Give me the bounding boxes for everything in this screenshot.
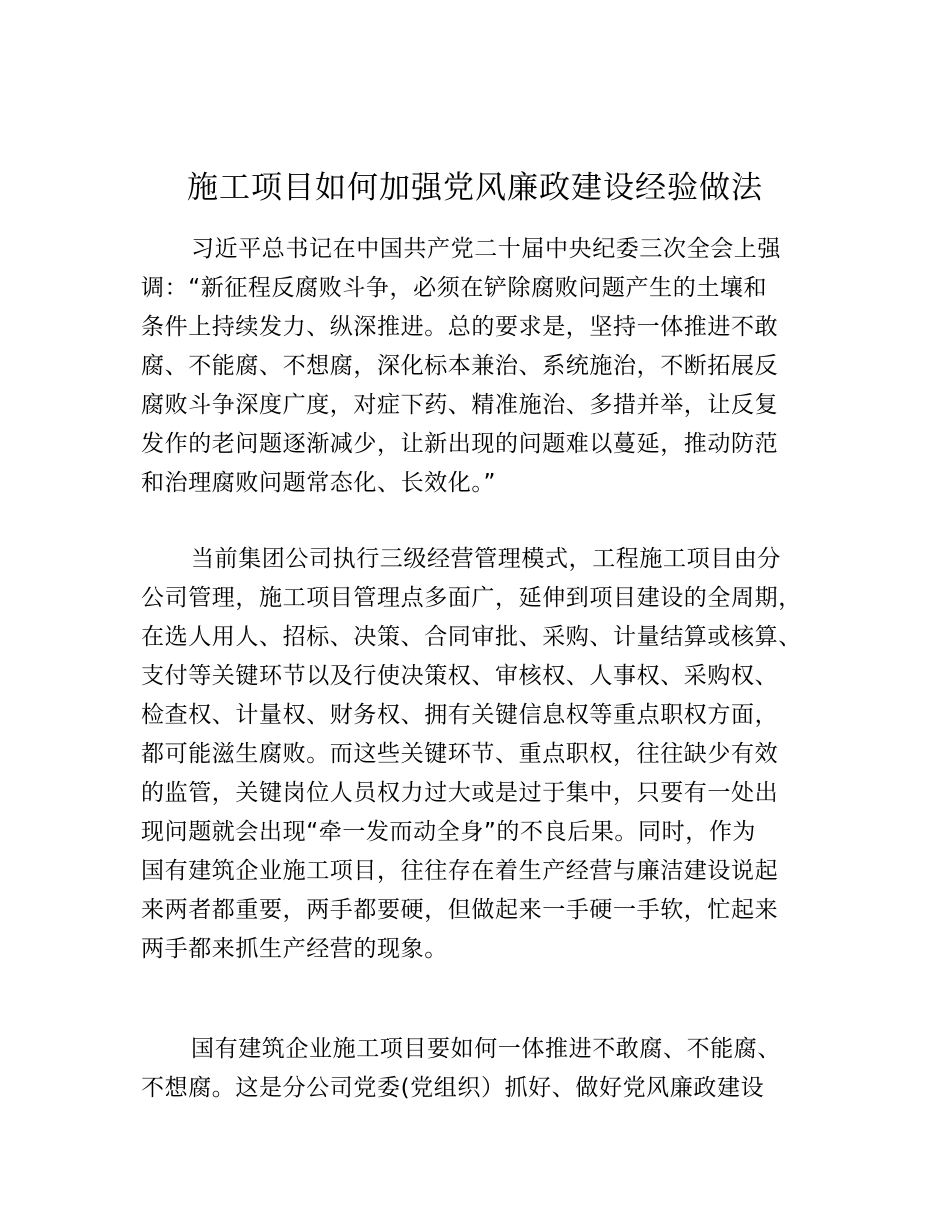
paragraph-line: 两手都来抓生产经营的现象。 bbox=[141, 936, 448, 962]
paragraph-line: 条件上持续发力、纵深推进。总的要求是，坚持一体推进不敢 bbox=[141, 314, 779, 340]
paragraph-line: 都可能滋生腐败。而这些关键环节、重点职权，往往缺少有效 bbox=[141, 741, 779, 767]
paragraph-line: 国有建筑企业施工项目，往往存在着生产经营与廉洁建设说起 bbox=[141, 858, 779, 884]
paragraph-line: 支付等关键环节以及行使决策权、审核权、人事权、采购权、 bbox=[141, 663, 779, 689]
paragraph-3 bbox=[141, 1030, 841, 1108]
paragraph-line: 腐败斗争深度广度，对症下药、精准施治、多措并举，让反复 bbox=[141, 392, 779, 418]
paragraph-line: 调：“新征程反腐败斗争，必须在铲除腐败问题产生的土壤和 bbox=[141, 275, 768, 301]
paragraph-line: 习近平总书记在中国共产党二十届中央纪委三次全会上强 bbox=[191, 236, 781, 262]
paragraph-line: 发作的老问题逐渐减少，让新出现的问题难以蔓延，推动防范 bbox=[141, 431, 779, 457]
paragraph-line: 的监管，关键岗位人员权力过大或是过于集中，只要有一处出 bbox=[141, 780, 779, 806]
paragraph-line: 和治理腐败问题常态化、长效化。” bbox=[141, 470, 497, 496]
paragraph-2 bbox=[141, 540, 841, 969]
paragraph-line: 腐、不能腐、不想腐，深化标本兼治、系统施治，不断拓展反 bbox=[141, 353, 779, 379]
paragraph-1 bbox=[141, 230, 841, 503]
paragraph-line: 检查权、计量权、财务权、拥有关键信息权等重点职权方面， bbox=[141, 702, 779, 728]
paragraph-line: 国有建筑企业施工项目要如何一体推进不敢腐、不能腐、 bbox=[191, 1036, 781, 1062]
paragraph-line: 当前集团公司执行三级经营管理模式，工程施工项目由分 bbox=[191, 546, 781, 572]
paragraph-line: 公司管理，施工项目管理点多面广，延伸到项目建设的全周期， bbox=[141, 585, 802, 611]
paragraph-line: 来两者都重要，两手都要硬，但做起来一手硬一手软，忙起来 bbox=[141, 897, 779, 923]
paragraph-line: 在选人用人、招标、决策、合同审批、采购、计量结算或核算、 bbox=[141, 624, 802, 650]
paragraph-line: 不想腐。这是分公司党委(党组织）抓好、做好党风廉政建设 bbox=[141, 1075, 765, 1101]
paragraph-line: 现问题就会出现“牵一发而动全身”的不良后果。同时，作为 bbox=[141, 819, 757, 845]
document-title: 施工项目如何加强党风廉政建设经验做法 bbox=[187, 170, 763, 206]
